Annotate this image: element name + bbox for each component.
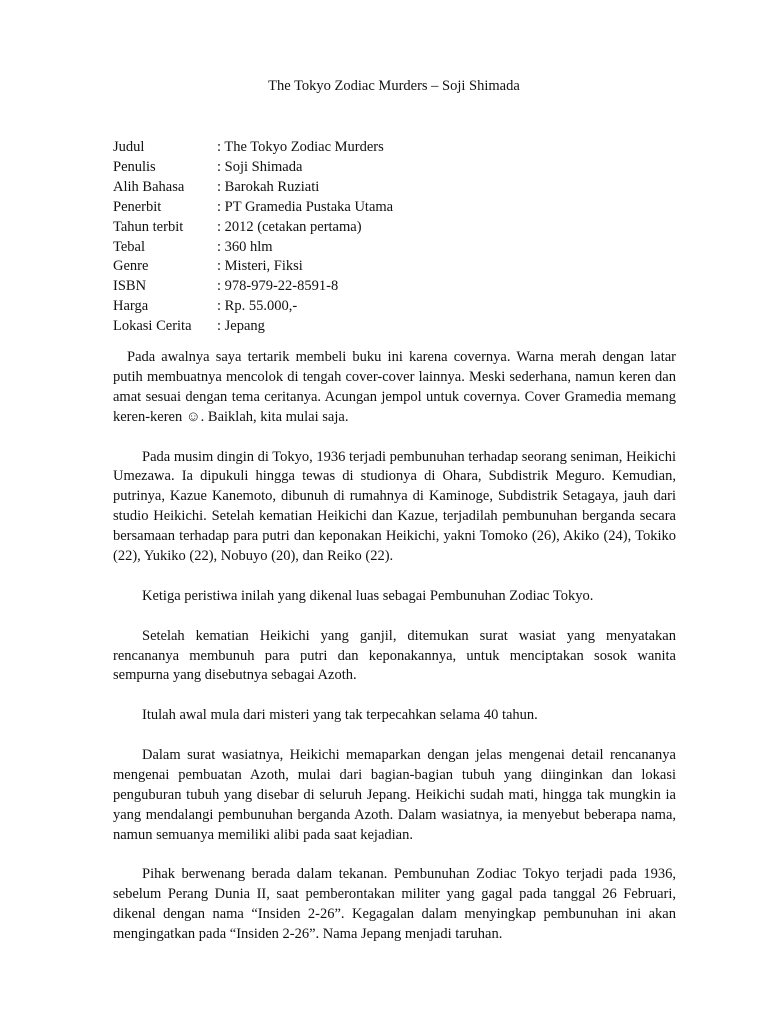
review-body xyxy=(113,348,676,965)
metadata-value: : The Tokyo Zodiac Murders xyxy=(217,139,384,155)
metadata-value: : Misteri, Fiksi xyxy=(217,258,303,275)
metadata-value: : PT Gramedia Pustaka Utama xyxy=(217,198,394,215)
paragraph: Itulah awal mula dari misteri yang tak terpecahkan selama 40 tahun. xyxy=(142,707,538,724)
metadata-value: : 978-979-22-8591-8 xyxy=(217,278,339,295)
metadata-key: Tebal xyxy=(113,238,145,255)
metadata-key: Alih Bahasa xyxy=(113,178,185,195)
metadata-key: Lokasi Cerita xyxy=(113,318,192,335)
paragraph: Ketiga peristiwa inilah yang dikenal luas sebagai Pembunuhan Zodiac Tokyo. xyxy=(142,587,594,604)
metadata-row xyxy=(113,277,393,297)
metadata-value: : 360 hlm xyxy=(217,238,273,255)
book-metadata xyxy=(113,138,393,337)
metadata-row xyxy=(113,198,393,218)
metadata-value: : Jepang xyxy=(217,318,265,335)
metadata-key: ISBN xyxy=(113,278,147,295)
metadata-row xyxy=(113,257,393,277)
metadata-row xyxy=(113,158,393,178)
metadata-key: Harga xyxy=(113,298,149,315)
metadata-key: Tahun terbit xyxy=(113,218,184,235)
paragraph: Setelah kematian Heikichi yang ganjil, ditemukan surat wasiat yang menyatakan rencananya membunuh para putri dan keponakannya, untuk menciptakan sosok wanita sempurna yang disebutnya sebagai Azoth. xyxy=(113,627,676,684)
document-title: The Tokyo Zodiac Murders – Soji Shimada xyxy=(268,78,520,94)
paragraph: Pada awalnya saya tertarik membeli buku ini karena covernya. Warna merah dengan latar putih membuatnya mencolok di tengah cover-cover lainnya. Meski sederhana, namun keren dan amat sesuai dengan tema ceritanya. Acungan jempol untuk covernya. Cover Gramedia memang keren-keren ☺. Baiklah, kita mulai saja. xyxy=(113,349,676,425)
metadata-row xyxy=(113,317,393,337)
metadata-row xyxy=(113,297,393,317)
metadata-value: : Soji Shimada xyxy=(217,158,303,175)
paragraph: Dalam surat wasiatnya, Heikichi memaparkan dengan jelas mengenai detail rencananya mengenai pembuatan Azoth, mulai dari bagian-bagian tubuh yang diinginkan dan lokasi penguburan tubuh yang disebar di seluruh Jepang. Heikichi sudah mati, hingga tak mungkin ia yang mendalangi pembunuhan berganda Azoth. Dalam wasiatnya, ia menyebut beberapa nama, namun semuanya memiliki alibi pada saat kejadian. xyxy=(113,747,676,843)
metadata-key: Judul xyxy=(113,139,145,155)
paragraph: Pihak berwenang berada dalam tekanan. Pembunuhan Zodiac Tokyo terjadi pada 1936, sebelum Perang Dunia II, saat pemberontakan militer yang gagal pada tanggal 26 Februari, dikenal dengan nama “Insiden 2-26”. Kegagalan dalam menyingkap pembunuhan ini akan mengingatkan pada “Insiden 2-26”. Nama Jepang menjadi taruhan. xyxy=(113,866,676,943)
metadata-value: : Rp. 55.000,- xyxy=(217,298,298,315)
metadata-key: Penerbit xyxy=(113,198,162,215)
metadata-value: : Barokah Ruziati xyxy=(217,178,320,195)
metadata-row xyxy=(113,138,393,158)
paragraph: Pada musim dingin di Tokyo, 1936 terjadi pembunuhan terhadap seorang seniman, Heikichi Umezawa. Ia dipukuli hingga tewas di studionya di Ohara, Subdistrik Meguro. Kemudian, putrinya, Kazue Kanemoto, dibunuh di rumahnya di Kaminoge, Subdistrik Setagaya, jauh dari studio Heikichi. Setelah kematian Heikichi dan Kazue, terjadilah pembunuhan berganda secara bersamaan terhadap para putri dan keponakan Heikichi, yakni Tomoko (26), Akiko (24), Tokiko (22), Yukiko (22), Nobuyo (20), dan Reiko (22). xyxy=(113,448,676,565)
metadata-row xyxy=(113,218,393,238)
metadata-row xyxy=(113,178,393,198)
metadata-key: Penulis xyxy=(113,158,156,175)
metadata-key: Genre xyxy=(113,258,149,275)
metadata-value: : 2012 (cetakan pertama) xyxy=(217,218,362,235)
metadata-row xyxy=(113,238,393,258)
